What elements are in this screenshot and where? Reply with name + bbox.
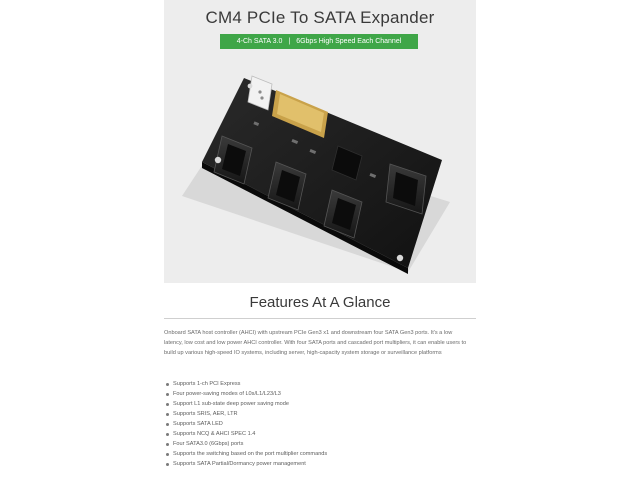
bullet-icon	[166, 393, 169, 396]
mount-hole	[215, 157, 221, 163]
feature-text: Supports SATA Partial/Dormancy power management	[173, 461, 306, 467]
spec-badge-left: 4-Ch SATA 3.0	[236, 38, 283, 45]
feature-text: Supports SRIS, AER, LTR	[173, 411, 238, 417]
list-item	[164, 459, 464, 469]
feature-text: Supports 1-ch PCI Express	[173, 381, 241, 387]
bullet-icon	[166, 433, 169, 436]
list-item	[164, 389, 464, 399]
bullet-icon	[166, 413, 169, 416]
bullet-icon	[166, 463, 169, 466]
product-detail-image	[164, 0, 476, 480]
feature-text: Supports NCQ & AHCI SPEC 1.4	[173, 431, 256, 437]
bullet-icon	[166, 403, 169, 406]
feature-text: Support L1 sub-state deep power saving mode	[173, 401, 289, 407]
list-item	[164, 379, 464, 389]
feature-text: Supports SATA LED	[173, 421, 223, 427]
feature-text: Supports the switching based on the port multiplier commands	[173, 451, 328, 457]
list-item	[164, 399, 464, 409]
hero-banner	[164, 0, 476, 283]
mount-hole	[397, 255, 403, 261]
divider	[164, 318, 476, 319]
feature-list	[164, 379, 464, 469]
features-heading: Features At A Glance	[249, 294, 391, 311]
list-item	[164, 409, 464, 419]
feature-text: Four SATA3.0 (6Gbps) ports	[173, 441, 244, 447]
feature-text: Four power-saving modes of L0s/L1/L23/L3	[173, 391, 281, 397]
list-item	[164, 429, 464, 439]
bullet-icon	[166, 383, 169, 386]
list-item	[164, 449, 464, 459]
mount-hole	[248, 84, 253, 89]
list-item	[164, 439, 464, 449]
features-intro-paragraph: Onboard SATA host controller (AHCI) with upstream PCIe Gen3 x1 and downstream four SATA Gen3 ports. It's a low latency, low cost and low power AHCI controller. With four SATA ports and cascaded port multipliers, it can enable users to build up various high-speed IO systems, including server, high-capacity system storage or surveillance platforms	[164, 330, 467, 356]
list-item	[164, 419, 464, 429]
bullet-icon	[166, 423, 169, 426]
bullet-icon	[166, 443, 169, 446]
bullet-icon	[166, 453, 169, 456]
sata-expander-board-image	[164, 0, 476, 283]
spec-badge-separator: |	[288, 38, 291, 45]
product-title: CM4 PCIe To SATA Expander	[205, 8, 435, 27]
spec-badge-right: 6Gbps High Speed Each Channel	[296, 38, 402, 45]
